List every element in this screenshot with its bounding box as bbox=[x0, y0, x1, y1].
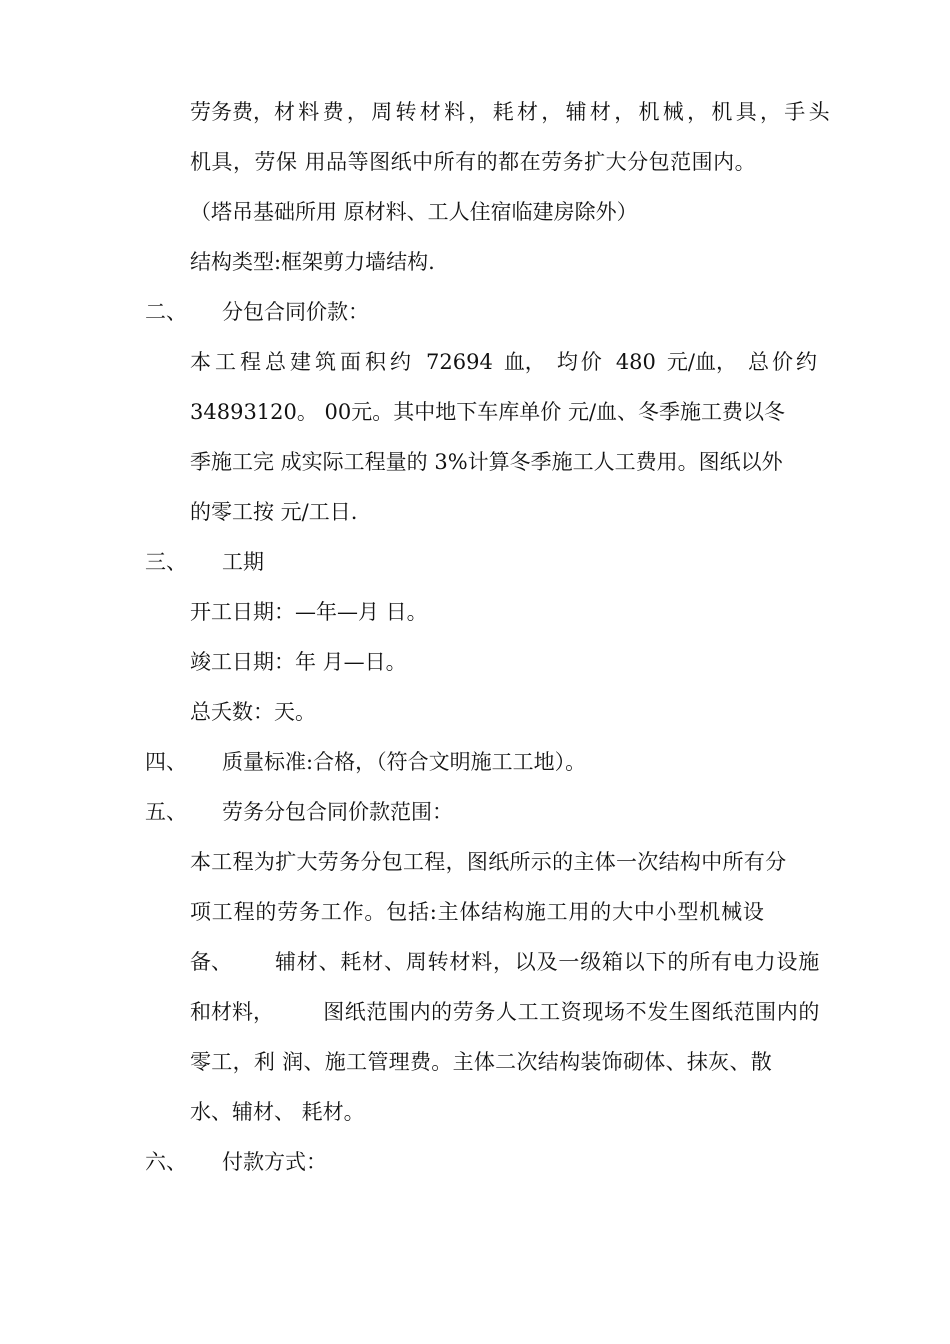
text-segment: 图纸范围内的劳务人工工资现场不发生图纸范围内的 bbox=[323, 1000, 820, 1024]
start-date: 开工日期：—年—月 日。 bbox=[190, 600, 428, 624]
section-5-line-5: 零工，利 润、施工管理费。主体二次结构装饰砌体、抹灰、散 bbox=[190, 1050, 773, 1074]
text-segment: 材料费，周转材料，耗材，辅材，机械，机具，手头 bbox=[274, 100, 833, 124]
section-6-number: 六、 bbox=[145, 1150, 187, 1174]
total-days: 总夭数：天。 bbox=[190, 700, 316, 724]
section-3-number: 三、 bbox=[145, 550, 187, 574]
section-5-line-1: 本工程为扩大劳务分包工程，图纸所示的主体一次结构中所有分 bbox=[190, 850, 787, 874]
text-segment: 72694 bbox=[426, 350, 493, 374]
section-6-title: 付款方式： bbox=[222, 1150, 327, 1174]
text-segment: 血， bbox=[503, 350, 546, 374]
text-segment: 劳务费， bbox=[190, 100, 274, 124]
section-5-title: 劳务分包合同价款范围： bbox=[222, 800, 453, 824]
text-segment: 本工程总建筑面积约 bbox=[190, 350, 415, 374]
section-2-line-4: 的零工按 元/工日. bbox=[190, 500, 358, 524]
section-5-line-6: 水、辅材、 耗材。 bbox=[190, 1100, 365, 1124]
section-2-line-3: 季施工完 成实际工程量的 3%计算冬季施工人工费用。图纸以外 bbox=[190, 450, 783, 474]
section-3-title: 工期 bbox=[222, 550, 264, 574]
text-segment: 总价约 bbox=[747, 350, 820, 374]
section-5-line-3 bbox=[190, 948, 820, 976]
section-2-line-2: 34893120。 00元。其中地下车库单价 元/血、冬季施工费以冬 bbox=[190, 400, 786, 424]
section-4-number: 四、 bbox=[145, 750, 187, 774]
text-segment: 辅材、耗材、周转材料，以及一级箱以下的所有电力设施 bbox=[275, 950, 820, 974]
text-segment: 480 bbox=[615, 350, 656, 374]
paragraph-1-line-2: 机具，劳保 用品等图纸中所有的都在劳务扩大分包范围内。 bbox=[190, 150, 757, 174]
end-date: 竣工日期：年 月—日。 bbox=[190, 650, 407, 674]
section-5-line-4 bbox=[190, 998, 820, 1026]
section-5-line-2: 项工程的劳务工作。包括:主体结构施工用的大中小型机械设 bbox=[190, 900, 765, 924]
text-segment: 元/血， bbox=[666, 350, 737, 374]
section-2-title: 分包合同价款： bbox=[222, 300, 369, 324]
text-segment: 备、 bbox=[190, 950, 232, 974]
paragraph-1-line-3: （塔吊基础所用 原材料、工人住宿临建房除外） bbox=[190, 200, 638, 224]
section-2-line-1 bbox=[190, 348, 820, 376]
section-4-title: 质量标准:合格，（符合文明施工工地）。 bbox=[222, 750, 587, 774]
structure-type: 结构类型:框架剪力墙结构. bbox=[190, 250, 435, 274]
text-segment: 均价 bbox=[556, 350, 605, 374]
paragraph-1-line-1 bbox=[190, 98, 833, 126]
text-segment: 和材料， bbox=[190, 1000, 274, 1024]
section-2-number: 二、 bbox=[145, 300, 187, 324]
section-5-number: 五、 bbox=[145, 800, 187, 824]
